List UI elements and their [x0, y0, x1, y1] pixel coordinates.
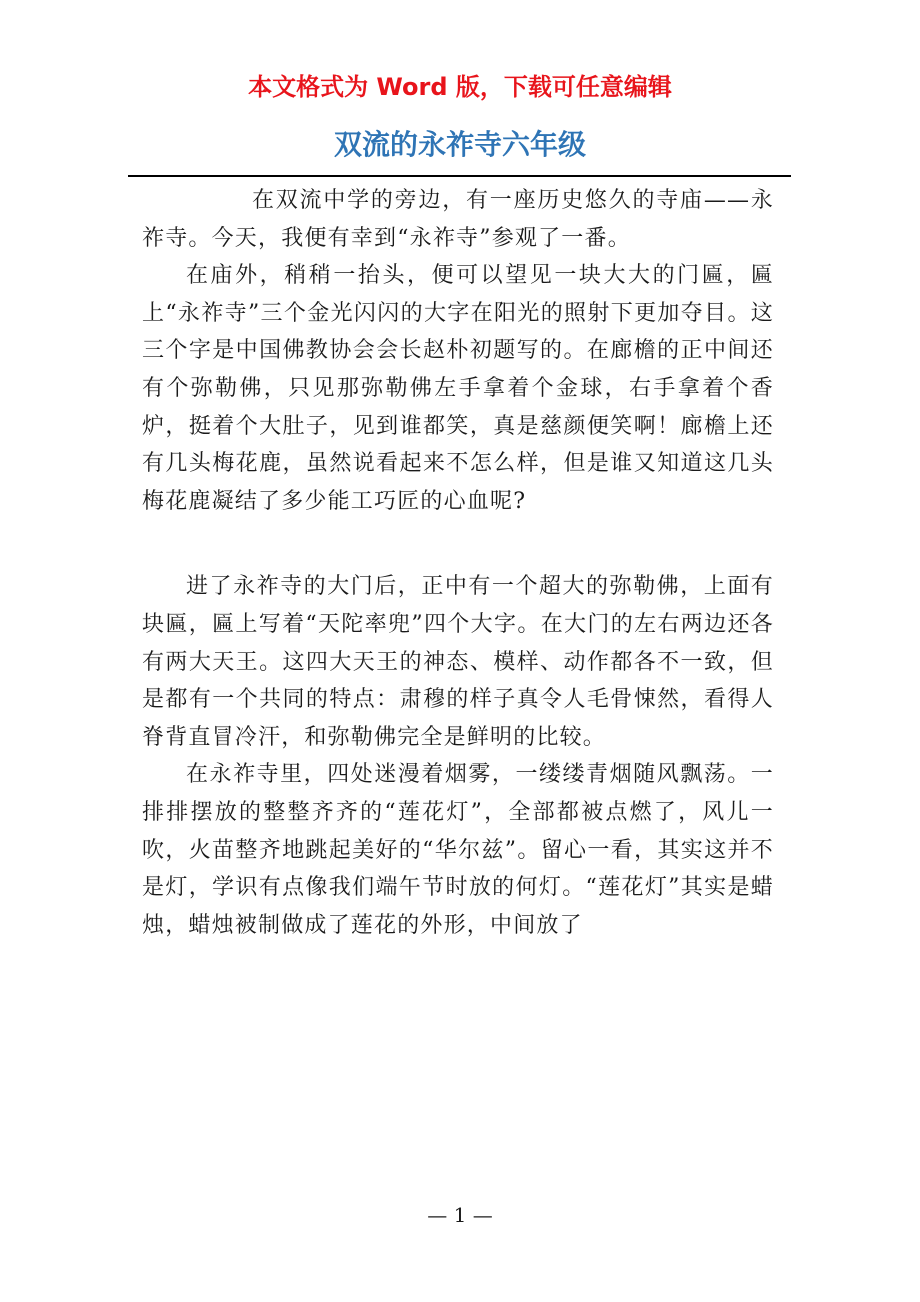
document-body	[142, 182, 774, 944]
paragraph-outside-temple: 在庙外，稍稍一抬头，便可以望见一块大大的门匾，匾上“永祚寺”三个金光闪闪的大字在阳光的照射下更加夺目。这三个字是中国佛教协会会长赵朴初题写的。在廊檐的正中间还有个弥勒佛，只见那弥勒佛左手拿着个金球，右手拿着个香炉，挺着个大肚子，见到谁都笑，真是慈颜便笑啊！廊檐上还有几头梅花鹿，虽然说看起来不怎么样，但是谁又知道这几头梅花鹿凝结了多少能工巧匠的心血呢?	[142, 263, 774, 514]
document-title: 双流的永祚寺六年级	[333, 128, 586, 161]
paragraph-main-gate: 进了永祚寺的大门后，正中有一个超大的弥勒佛，上面有块匾，匾上写着“天陀率兜”四个大字。在大门的左右两边还各有两大天王。这四大天王的神态、模样、动作都各不一致，但是都有一个共同的特点：肃穆的样子真令人毛骨悚然，看得人脊背直冒冷汗，和弥勒佛完全是鲜明的比较。	[142, 574, 774, 750]
page-number: — 1 —	[427, 1203, 493, 1227]
title-divider	[128, 175, 791, 177]
format-notice-banner: 本文格式为 Word 版，下载可任意编辑	[248, 73, 672, 101]
paragraph-intro: 在双流中学的旁边，有一座历史悠久的寺庙——永祚寺。今天，我便有幸到“永祚寺”参观了一番。	[142, 188, 774, 251]
paragraph-inside-temple: 在永祚寺里，四处迷漫着烟雾，一缕缕青烟随风飘荡。一排排摆放的整整齐齐的“莲花灯”，全部都被点燃了，风儿一吹，火苗整齐地跳起美好的“华尔兹”。留心一看，其实这并不是灯，学识有点像我们端午节时放的何灯。“莲花灯”其实是蜡烛，蜡烛被制做成了莲花的外形，中间放了	[142, 762, 774, 938]
